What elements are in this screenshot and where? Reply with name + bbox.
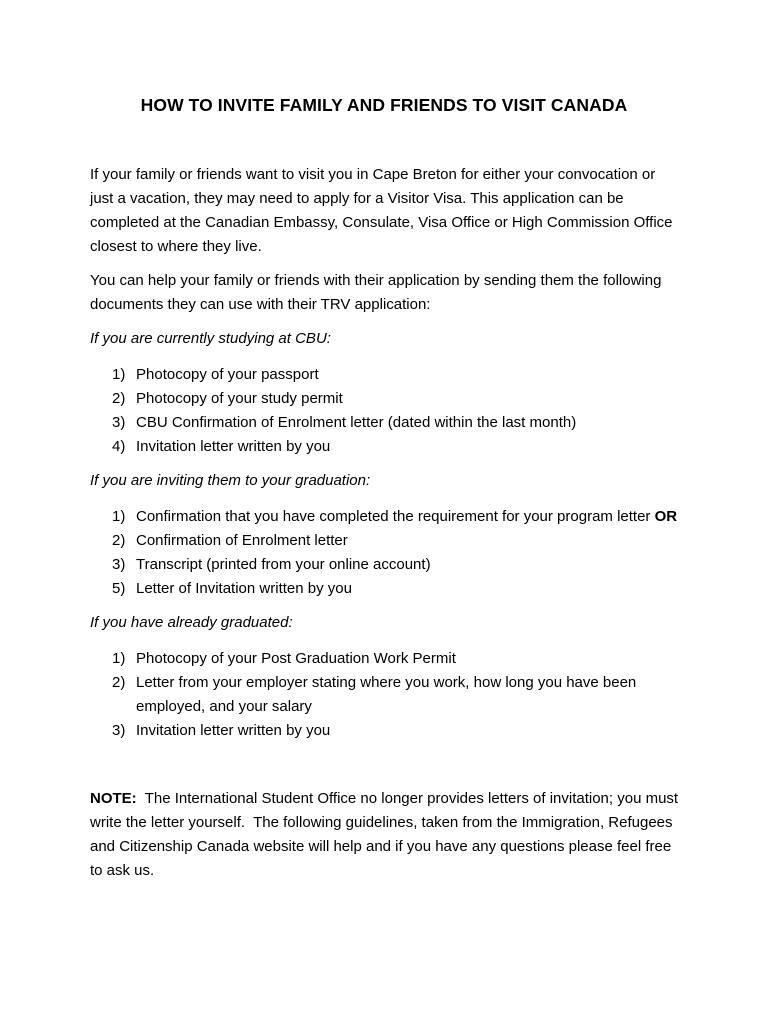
section-heading-graduated: If you have already graduated: xyxy=(90,614,293,631)
list-item xyxy=(90,577,680,601)
section-heading-graduation: If you are inviting them to your graduation: xyxy=(90,472,371,489)
section-heading-studying: If you are currently studying at CBU: xyxy=(90,330,331,347)
or-emphasis: OR xyxy=(654,508,678,525)
note-text: The International Student Office no longer provides letters of invitation; you must write the letter yourself. The following guidelines, taken from the Immigration, Refugees and Citizenship Canada website will help and if you have any questions please feel free to ask us. xyxy=(90,790,683,879)
list-graduated xyxy=(90,647,680,743)
list-number: 5) xyxy=(112,580,126,597)
list-number: 2) xyxy=(112,532,126,549)
note-paragraph xyxy=(90,787,683,883)
page-title: HOW TO INVITE FAMILY AND FRIENDS TO VISIT CANADA xyxy=(140,95,628,115)
list-item xyxy=(90,435,680,459)
list-number: 4) xyxy=(112,438,126,455)
list-number: 2) xyxy=(112,674,126,691)
list-number: 3) xyxy=(112,556,126,573)
list-item xyxy=(90,553,680,577)
list-number: 3) xyxy=(112,722,126,739)
list-item xyxy=(90,387,680,411)
list-item-text: Photocopy of your passport xyxy=(136,366,319,383)
list-number: 1) xyxy=(112,508,126,525)
list-item-text: Invitation letter written by you xyxy=(136,438,331,455)
list-item xyxy=(90,671,680,719)
list-item xyxy=(90,647,680,671)
list-item-text: Confirmation of Enrolment letter xyxy=(136,532,348,549)
list-studying xyxy=(90,363,680,459)
list-item xyxy=(90,529,680,553)
help-paragraph: You can help your family or friends with their application by sending them the following documents they can use with their TRV application: xyxy=(90,272,662,313)
list-graduation xyxy=(90,505,680,601)
list-item-text: Letter from your employer stating where you work, how long you have been employed, and your salary xyxy=(136,674,637,715)
list-number: 1) xyxy=(112,366,126,383)
list-item xyxy=(90,363,680,387)
document-body xyxy=(90,163,683,883)
list-item xyxy=(90,411,680,435)
list-item-text: Confirmation that you have completed the requirement for your program letter xyxy=(136,508,651,525)
spacer xyxy=(90,753,680,787)
list-item-text: Letter of Invitation written by you xyxy=(136,580,352,597)
list-item-text: Invitation letter written by you xyxy=(136,722,331,739)
list-item-text: CBU Confirmation of Enrolment letter (dated within the last month) xyxy=(136,414,577,431)
list-item-text: Photocopy of your Post Graduation Work Permit xyxy=(136,650,456,667)
note-label: NOTE: xyxy=(90,790,137,807)
list-number: 2) xyxy=(112,390,126,407)
list-item xyxy=(90,719,680,743)
list-number: 1) xyxy=(112,650,126,667)
list-number: 3) xyxy=(112,414,126,431)
list-item-text: Transcript (printed from your online account) xyxy=(136,556,431,573)
list-item xyxy=(90,505,680,529)
intro-paragraph: If your family or friends want to visit you in Cape Breton for either your convocation or just a vacation, they may need to apply for a Visitor Visa. This application can be completed at the Canadian Embassy, Consulate, Visa Office or High Commission Office closest to where they live. xyxy=(90,166,673,255)
list-item-text: Photocopy of your study permit xyxy=(136,390,343,407)
